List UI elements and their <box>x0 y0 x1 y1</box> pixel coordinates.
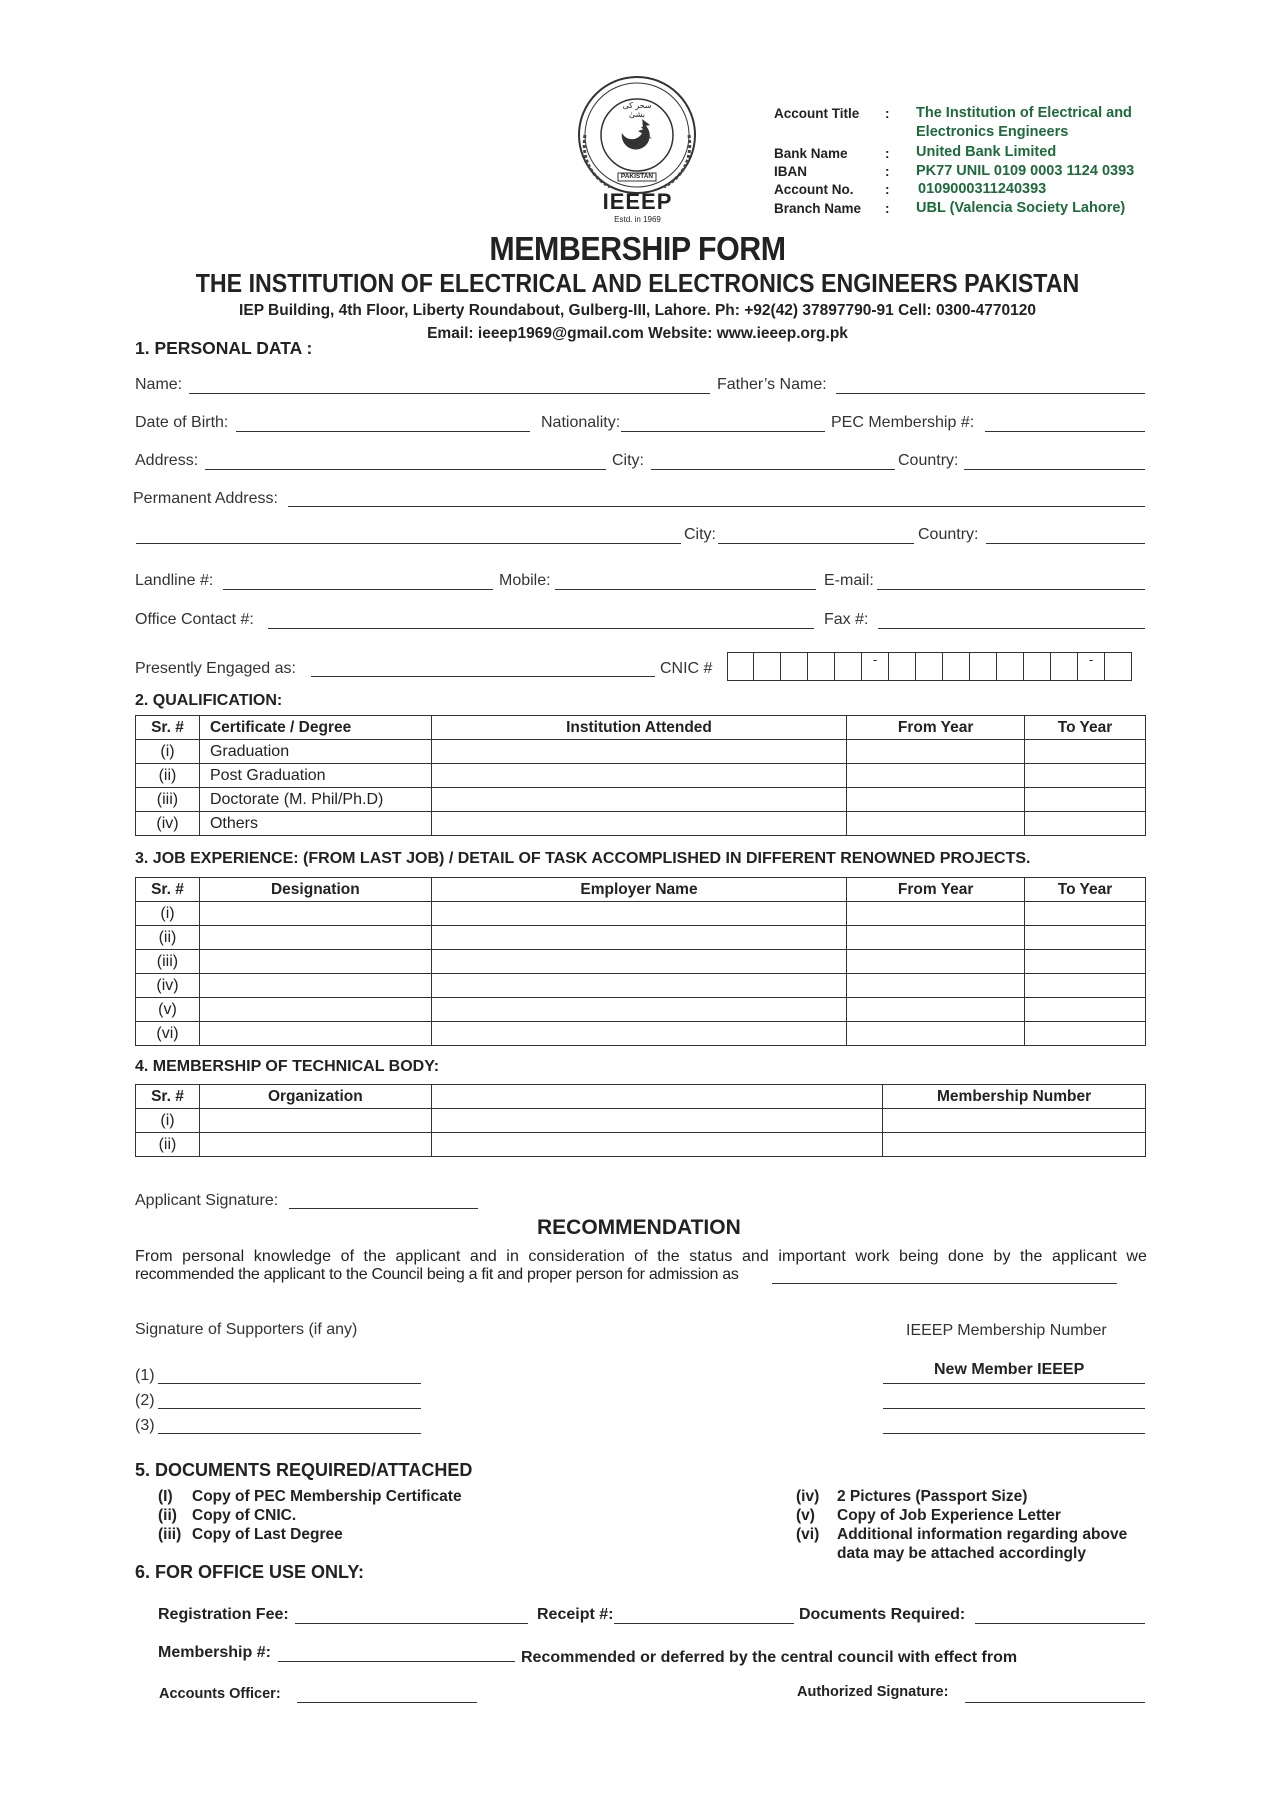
cnic-box[interactable] <box>916 652 943 681</box>
office-contact-field[interactable] <box>268 628 814 629</box>
input-cell[interactable] <box>847 764 1025 788</box>
col-designation: Designation <box>199 878 431 902</box>
doc-number: (iv) <box>796 1488 820 1505</box>
country2-field[interactable] <box>986 543 1145 544</box>
input-cell[interactable] <box>431 788 847 812</box>
permanent-address-field[interactable] <box>288 506 1145 507</box>
doc-item: Copy of PEC Membership Certificate <box>192 1488 462 1505</box>
org-name: THE INSTITUTION OF ELECTRICAL AND ELECTRONICS ENGINEERS PAKISTAN <box>195 270 1080 298</box>
cnic-box[interactable] <box>1024 652 1051 681</box>
authorized-signature-label: Authorized Signature: <box>797 1684 949 1700</box>
doc-item: Additional information regarding above <box>837 1526 1128 1543</box>
input-cell[interactable] <box>847 788 1025 812</box>
sr-cell: (ii) <box>136 926 200 950</box>
table-row <box>136 788 1146 812</box>
cnic-box[interactable] <box>781 652 808 681</box>
input-cell[interactable] <box>1025 740 1146 764</box>
input-cell[interactable] <box>431 950 847 974</box>
degree-cell: Others <box>199 812 431 836</box>
new-member-label: New Member IEEEP <box>934 1361 1085 1378</box>
col-to-year: To Year <box>1025 878 1146 902</box>
doc-item: 2 Pictures (Passport Size) <box>837 1488 1028 1505</box>
name-label: Name: <box>135 376 183 393</box>
col-degree: Certificate / Degree <box>199 716 431 740</box>
input-cell[interactable] <box>1025 788 1146 812</box>
cnic-box[interactable] <box>727 652 754 681</box>
sr-cell: (iii) <box>136 788 200 812</box>
sr-cell: (iv) <box>136 974 200 998</box>
bank-branch: UBL (Valencia Society Lahore) <box>916 200 1126 216</box>
doc-item: Copy of Job Experience Letter <box>837 1507 1061 1524</box>
sr-cell: (ii) <box>136 764 200 788</box>
city2-label: City: <box>684 526 716 543</box>
qualification-table <box>135 715 1146 836</box>
section-personal-heading: 1. PERSONAL DATA : <box>135 338 313 358</box>
bank-sep: : <box>885 201 890 216</box>
address-field[interactable] <box>205 469 606 470</box>
input-cell[interactable] <box>199 950 431 974</box>
ieeep-logo <box>570 75 705 230</box>
input-cell[interactable] <box>847 1022 1025 1046</box>
degree-cell: Doctorate (M. Phil/Ph.D) <box>199 788 431 812</box>
input-cell[interactable] <box>1025 950 1146 974</box>
member-number-field-3[interactable] <box>883 1433 1145 1434</box>
landline-field[interactable] <box>223 589 493 590</box>
input-cell[interactable] <box>847 974 1025 998</box>
input-cell[interactable] <box>431 1022 847 1046</box>
logo-urdu-motto: سحر کی بشیٰ <box>622 101 652 119</box>
table-row <box>136 1133 1146 1157</box>
cnic-box[interactable] <box>1105 652 1132 681</box>
doc-number: (I) <box>158 1488 173 1505</box>
form-title: MEMBERSHIP FORM <box>489 230 786 267</box>
bank-label-bank-name: Bank Name <box>774 146 848 161</box>
city-field[interactable] <box>651 469 895 470</box>
sr-cell: (iv) <box>136 812 200 836</box>
logo-ring-top <box>570 75 571 76</box>
sr-cell: (i) <box>136 740 200 764</box>
table-row <box>136 764 1146 788</box>
input-cell[interactable] <box>199 1022 431 1046</box>
logo-established: Estd. in 1969 <box>614 215 661 224</box>
registration-fee-field[interactable] <box>295 1623 528 1624</box>
input-cell[interactable] <box>431 1133 882 1157</box>
table-header-row <box>136 716 1146 740</box>
country-field[interactable] <box>964 469 1145 470</box>
mobile-label: Mobile: <box>499 572 551 589</box>
input-cell[interactable] <box>199 926 431 950</box>
input-cell[interactable] <box>431 998 847 1022</box>
documents-required-field[interactable] <box>975 1623 1145 1624</box>
doc-item: Copy of CNIC. <box>192 1507 297 1524</box>
input-cell[interactable] <box>199 974 431 998</box>
doc-item: Copy of Last Degree <box>192 1526 343 1543</box>
logo-ring-bottom: PAKISTAN <box>620 173 654 180</box>
country-label: Country: <box>898 452 959 469</box>
permanent-address-field-2[interactable] <box>136 543 681 544</box>
doc-number: (iii) <box>158 1526 182 1543</box>
doc-number: (v) <box>796 1507 815 1524</box>
cnic-box[interactable] <box>943 652 970 681</box>
fax-label: Fax #: <box>824 611 869 628</box>
email-field[interactable] <box>877 589 1145 590</box>
office-contact-label: Office Contact #: <box>135 611 254 628</box>
input-cell[interactable] <box>199 1133 431 1157</box>
applicant-signature-label: Applicant Signature: <box>135 1192 279 1209</box>
supporter-2-label: (2) <box>135 1392 155 1409</box>
org-address: IEP Building, 4th Floor, Liberty Roundabout, Gulberg-III, Lahore. Ph: +92(42) 37897790-91 Cell: 0300-4770120 <box>239 302 1036 319</box>
table-row <box>136 926 1146 950</box>
documents-required-label: Documents Required: <box>799 1606 966 1623</box>
input-cell[interactable] <box>431 974 847 998</box>
table-row <box>136 1109 1146 1133</box>
recommendation-text-1: From personal knowledge of the applicant and in consideration of the status and important work being done by the applicant we <box>135 1248 1147 1265</box>
input-cell[interactable] <box>883 1133 1146 1157</box>
bank-sep: : <box>885 106 890 121</box>
sr-cell: (v) <box>136 998 200 1022</box>
engaged-field[interactable] <box>311 676 655 677</box>
table-row <box>136 812 1146 836</box>
section-experience-heading: 3. JOB EXPERIENCE: (FROM LAST JOB) / DETAIL OF TASK ACCOMPLISHED IN DIFFERENT RENOWNED PROJECTS. <box>135 850 1031 867</box>
email-label: E-mail: <box>824 572 874 589</box>
input-cell[interactable] <box>1025 974 1146 998</box>
col-from-year: From Year <box>847 878 1025 902</box>
supporter-3-label: (3) <box>135 1417 155 1434</box>
supporter-2-field[interactable] <box>158 1408 421 1409</box>
input-cell[interactable] <box>1025 1022 1146 1046</box>
bank-label-account-title: Account Title <box>774 106 860 121</box>
experience-table <box>135 877 1146 1046</box>
input-cell[interactable] <box>1025 998 1146 1022</box>
father-name-field[interactable] <box>836 393 1145 394</box>
nationality-label: Nationality: <box>541 414 621 431</box>
sr-cell: (vi) <box>136 1022 200 1046</box>
input-cell[interactable] <box>847 740 1025 764</box>
country2-label: Country: <box>918 526 979 543</box>
degree-cell: Post Graduation <box>199 764 431 788</box>
input-cell[interactable] <box>847 902 1025 926</box>
address-label: Address: <box>135 452 199 469</box>
membership-number-label: IEEEP Membership Number <box>906 1322 1107 1339</box>
table-row <box>136 950 1146 974</box>
recommendation-title: RECOMMENDATION <box>537 1216 741 1239</box>
admission-as-field[interactable] <box>772 1283 1117 1284</box>
col-sr: Sr. # <box>136 878 200 902</box>
cnic-box[interactable] <box>997 652 1024 681</box>
bank-label-branch: Branch Name <box>774 201 862 216</box>
receipt-field[interactable] <box>614 1623 794 1624</box>
input-cell[interactable] <box>431 1109 882 1133</box>
father-name-label: Father’s Name: <box>717 376 827 393</box>
receipt-label: Receipt #: <box>537 1606 614 1623</box>
input-cell[interactable] <box>431 812 847 836</box>
landline-label: Landline #: <box>135 572 214 589</box>
cnic-box[interactable]: - <box>1078 652 1105 681</box>
table-row <box>136 902 1146 926</box>
section-technical-heading: 4. MEMBERSHIP OF TECHNICAL BODY: <box>135 1058 440 1075</box>
input-cell[interactable] <box>883 1109 1146 1133</box>
cnic-boxes[interactable] <box>727 652 1132 682</box>
sr-cell: (iii) <box>136 950 200 974</box>
bank-sep: : <box>885 182 890 197</box>
section-documents-heading: 5. DOCUMENTS REQUIRED/ATTACHED <box>135 1460 473 1480</box>
table-row <box>136 974 1146 998</box>
sr-cell: (i) <box>136 902 200 926</box>
input-cell[interactable] <box>847 950 1025 974</box>
table-row <box>136 1022 1146 1046</box>
supporter-1-field[interactable] <box>158 1383 421 1384</box>
applicant-signature-field[interactable] <box>289 1208 478 1209</box>
section-qualification-heading: 2. QUALIFICATION: <box>135 692 283 709</box>
col-blank <box>431 1085 882 1109</box>
sr-cell: (i) <box>136 1109 200 1133</box>
cnic-box[interactable] <box>808 652 835 681</box>
col-to-year: To Year <box>1025 716 1146 740</box>
input-cell[interactable] <box>1025 812 1146 836</box>
cnic-box[interactable] <box>970 652 997 681</box>
input-cell[interactable] <box>431 902 847 926</box>
accounts-officer-label: Accounts Officer: <box>159 1686 281 1702</box>
input-cell[interactable] <box>1025 764 1146 788</box>
input-cell[interactable] <box>199 998 431 1022</box>
dob-field[interactable] <box>236 431 530 432</box>
cnic-box[interactable] <box>754 652 781 681</box>
member-number-field-1[interactable] <box>883 1383 1145 1384</box>
nationality-field[interactable] <box>621 431 825 432</box>
accounts-officer-field[interactable] <box>297 1702 477 1703</box>
supporters-label: Signature of Supporters (if any) <box>135 1321 358 1338</box>
col-from-year: From Year <box>847 716 1025 740</box>
sr-cell: (ii) <box>136 1133 200 1157</box>
bank-label-account-no: Account No. <box>774 182 854 197</box>
bank-sep: : <box>885 164 890 179</box>
input-cell[interactable] <box>431 926 847 950</box>
bank-iban: PK77 UNIL 0109 0003 1124 0393 <box>916 163 1135 179</box>
input-cell[interactable] <box>1025 926 1146 950</box>
table-row <box>136 998 1146 1022</box>
doc-number: (vi) <box>796 1526 820 1543</box>
supporter-1-label: (1) <box>135 1367 155 1384</box>
member-number-field-2[interactable] <box>883 1408 1145 1409</box>
membership-no-field[interactable] <box>278 1661 515 1662</box>
table-header-row <box>136 1085 1146 1109</box>
registration-fee-label: Registration Fee: <box>158 1606 289 1623</box>
cnic-label: CNIC # <box>660 660 713 677</box>
input-cell[interactable] <box>431 764 847 788</box>
col-membership-number: Membership Number <box>883 1085 1146 1109</box>
bank-account-title: The Institution of Electrical and <box>916 105 1132 121</box>
table-header-row <box>136 878 1146 902</box>
city-label: City: <box>612 452 644 469</box>
cnic-box[interactable]: - <box>862 652 889 681</box>
input-cell[interactable] <box>199 1109 431 1133</box>
recommendation-text-2: recommended the applicant to the Council being a fit and proper person for admission as <box>135 1266 739 1283</box>
dob-label: Date of Birth: <box>135 414 229 431</box>
col-sr: Sr. # <box>136 1085 200 1109</box>
bank-sep: : <box>885 146 890 161</box>
degree-cell: Graduation <box>199 740 431 764</box>
input-cell[interactable] <box>1025 902 1146 926</box>
input-cell[interactable] <box>431 740 847 764</box>
fax-field[interactable] <box>878 628 1145 629</box>
doc-number: (ii) <box>158 1507 177 1524</box>
recommended-deferred-label: Recommended or deferred by the central council with effect from <box>521 1649 1018 1666</box>
mobile-field[interactable] <box>555 589 816 590</box>
permanent-address-label: Permanent Address: <box>133 490 278 507</box>
cnic-box[interactable] <box>1051 652 1078 681</box>
input-cell[interactable] <box>847 926 1025 950</box>
logo-acronym: IEEEP <box>602 189 673 214</box>
col-institution: Institution Attended <box>431 716 847 740</box>
cnic-box[interactable] <box>835 652 862 681</box>
bank-account-title-line2: Electronics Engineers <box>916 124 1069 140</box>
bank-account-no: 0109000311240393 <box>918 181 1047 197</box>
input-cell[interactable] <box>199 902 431 926</box>
input-cell[interactable] <box>847 998 1025 1022</box>
name-field[interactable] <box>189 393 710 394</box>
bank-label-iban: IBAN <box>774 164 807 179</box>
pec-label: PEC Membership #: <box>831 414 975 431</box>
authorized-signature-field[interactable] <box>965 1702 1145 1703</box>
col-organization: Organization <box>199 1085 431 1109</box>
membership-no-label: Membership #: <box>158 1644 271 1661</box>
technical-table <box>135 1084 1146 1157</box>
col-sr: Sr. # <box>136 716 200 740</box>
supporter-3-field[interactable] <box>158 1433 421 1434</box>
table-row <box>136 740 1146 764</box>
city2-field[interactable] <box>718 543 914 544</box>
org-contact: Email: ieeep1969@gmail.com Website: www.ieeep.org.pk <box>427 325 848 342</box>
section-office-heading: 6. FOR OFFICE USE ONLY: <box>135 1562 365 1582</box>
bank-name: United Bank Limited <box>916 144 1057 160</box>
cnic-box[interactable] <box>889 652 916 681</box>
col-employer: Employer Name <box>431 878 847 902</box>
doc-item-continued: data may be attached accordingly <box>837 1545 1086 1562</box>
input-cell[interactable] <box>847 812 1025 836</box>
engaged-label: Presently Engaged as: <box>135 660 296 677</box>
pec-field[interactable] <box>985 431 1145 432</box>
